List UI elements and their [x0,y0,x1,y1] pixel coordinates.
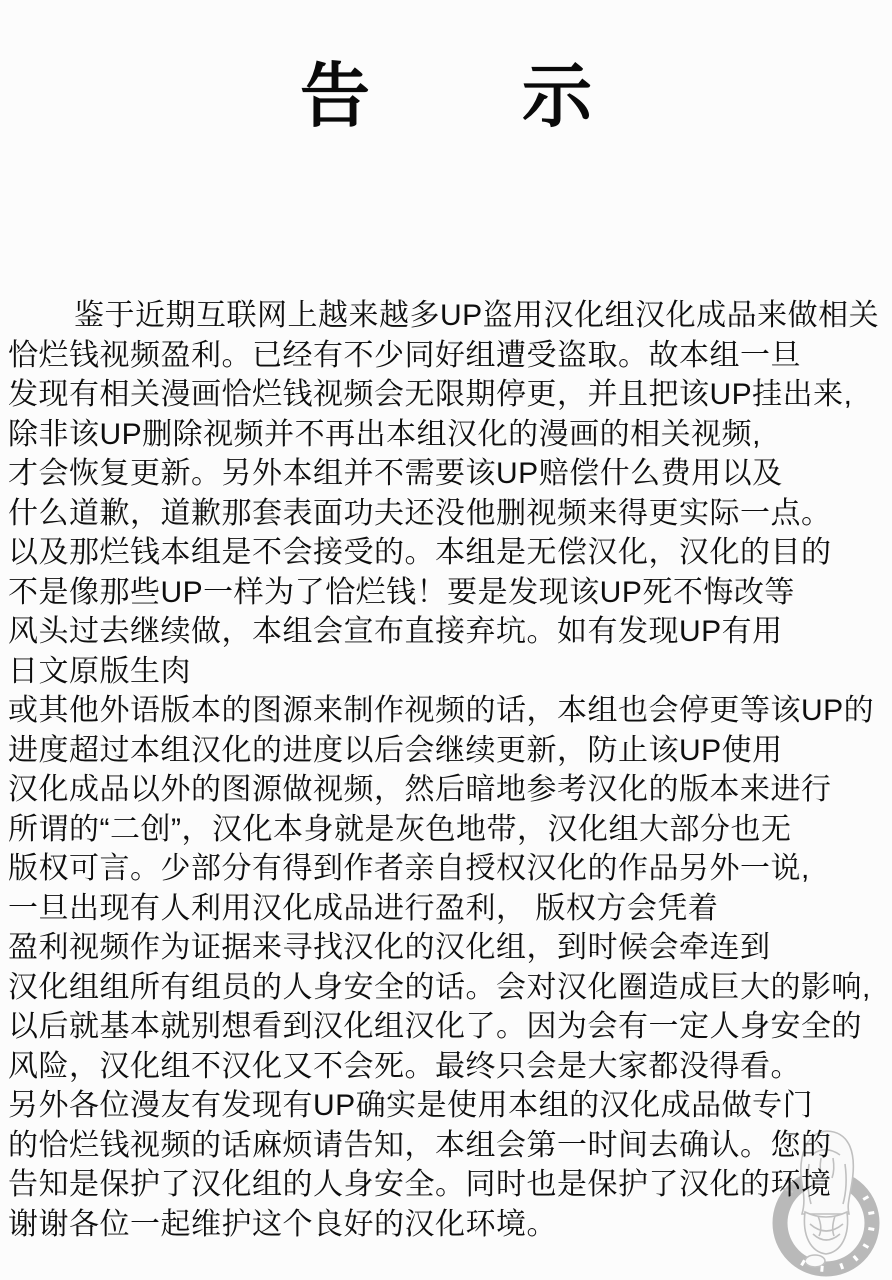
notice-line: 或其他外语版本的图源来制作视频的话，本组也会停更等该UP的 [8,694,875,727]
notice-line: 汉化组组所有组员的人身安全的话。会对汉化圈造成巨大的影响, [8,970,871,1004]
page-title-char: 告 [300,57,370,135]
notice-line: 的恰烂钱视频的话麻烦请告知，本组会第一时间去确认。您的 [8,1128,832,1162]
notice-line: 一旦出现有人利用汉化成品进行盈利， 版权方会凭着 [8,891,719,925]
notice-line: 不是像那些UP一样为了恰烂钱！要是发现该UP死不悔改等 [8,575,795,609]
notice-line: 所谓的“二创”，汉化本身就是灰色地带，汉化组大部分也无 [8,812,792,846]
notice-line: 盈利视频作为证据来寻找汉化的汉化组，到时候会牵连到 [8,931,771,964]
notice-body [0,296,892,1244]
notice-line: 版权可言。少部分有得到作者亲自授权汉化的作品另外一说, [8,852,810,885]
notice-line: 告知是保护了汉化组的人身安全。同时也是保护了汉化的环境 [8,1168,832,1201]
notice-line: 风头过去继续做，本组会宣布直接弃坑。如有发现UP有用 [8,615,783,648]
notice-line: 以后就基本就别想看到汉化组汉化了。因为会有一定人身安全的 [8,1010,862,1043]
notice-line: 才会恢复更新。另外本组并不需要该UP赔偿什么费用以及 [8,457,783,490]
notice-line: 另外各位漫友有发现有UP确实是使用本组的汉化成品做专门 [8,1089,814,1122]
notice-line: 什么道歉，道歉那套表面功夫还没他删视频来得更实际一点。 [8,496,832,530]
notice-line: 日文原版生肉 [8,654,191,688]
notice-line: 以及那烂钱本组是不会接受的。本组是无偿汉化，汉化的目的 [8,536,832,569]
notice-line: 鉴于近期互联网上越来越多UP盗用汉化组汉化成品来做相关 [74,299,880,332]
notice-line: 发现有相关漫画恰烂钱视频会无限期停更，并且把该UP挂出来, [8,378,853,411]
notice-line: 谢谢各位一起维护这个良好的汉化环境。 [8,1207,557,1241]
notice-line: 恰烂钱视频盈利。已经有不少同好组遭受盗取。故本组一旦 [8,338,801,372]
notice-line: 汉化成品以外的图源做视频，然后暗地参考汉化的版本来进行 [8,773,832,806]
notice-line: 风险，汉化组不汉化又不会死。最终只会是大家都没得看。 [8,1049,801,1083]
notice-line: 进度超过本组汉化的进度以后会继续更新，防止该UP使用 [8,733,783,767]
notice-line: 除非该UP删除视频并不再出本组汉化的漫画的相关视频, [8,417,762,451]
page-title [0,0,892,138]
page-title-char: 示 [522,57,592,135]
